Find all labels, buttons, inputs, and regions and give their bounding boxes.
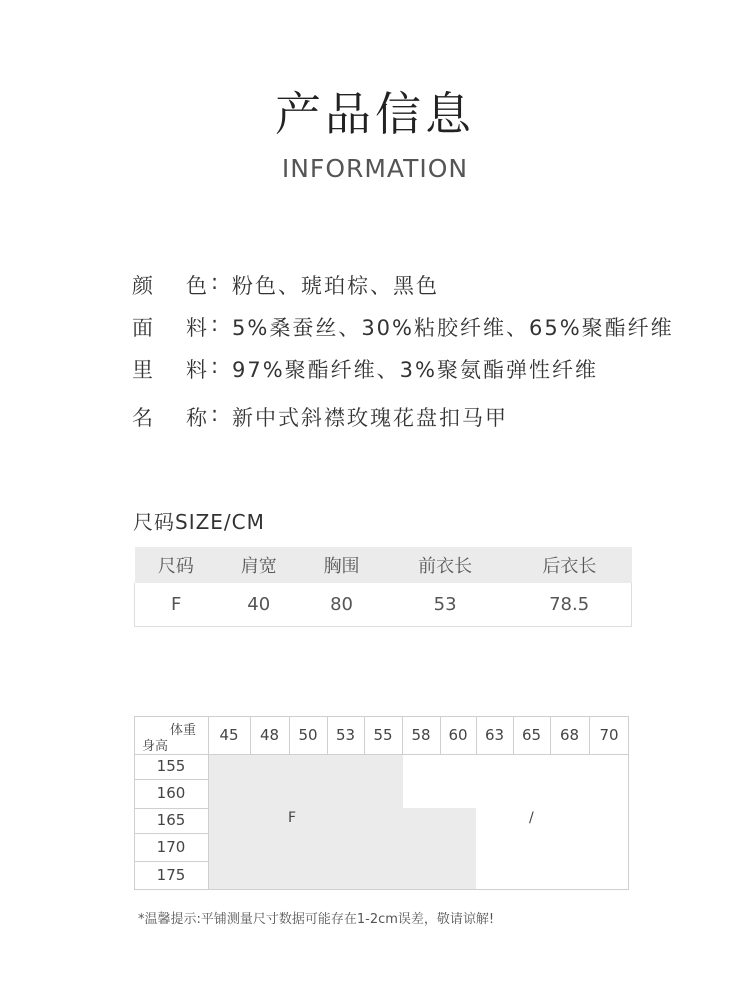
info-label-char: 里 (132, 358, 153, 382)
info-value: 新中式斜襟玫瑰花盘扣马甲 (232, 406, 508, 430)
size-cell: 78.5 (507, 583, 631, 626)
weight-header-cell: 50 (298, 726, 318, 744)
size-header-cell: 尺码 (157, 556, 194, 577)
measurement-note: *温馨提示:平铺测量尺寸数据可能存在1-2cm误差，敬请谅解! (138, 912, 495, 927)
size-table-header (135, 547, 632, 583)
size-header-cell: 前衣长 (418, 556, 473, 577)
weight-header-cell: 63 (484, 726, 505, 744)
info-label-char: 颜 (132, 274, 153, 298)
weight-header-cell: 70 (599, 726, 619, 744)
info-label-char: 面 (132, 316, 153, 340)
weight-header-cell: 48 (259, 726, 280, 744)
info-colon: : (211, 312, 219, 336)
size-cell: F (135, 583, 218, 626)
weight-header-cell: 58 (411, 726, 431, 744)
grid-line (289, 716, 290, 754)
corner-height-label: 身高 (142, 739, 169, 754)
info-value: 97%聚酯纤维、3%聚氨酯弹性纤维 (232, 358, 598, 382)
size-table-title: 尺码SIZE/CM (133, 510, 265, 534)
info-value: 5%桑蚕丝、30%粘胶纤维、65%聚酯纤维 (232, 316, 674, 340)
size-header-cell: 肩宽 (240, 556, 277, 577)
info-label-char: 料 (186, 316, 207, 340)
corner-weight-label: 体重 (170, 723, 197, 738)
size-table (134, 547, 632, 627)
no-fit-label: / (529, 810, 534, 826)
info-colon: : (211, 270, 219, 294)
grid-line (134, 716, 135, 890)
grid-line (402, 716, 403, 754)
page-subtitle: INFORMATION (281, 154, 469, 183)
size-cell: 53 (383, 583, 507, 626)
info-label-char: 名 (132, 406, 153, 430)
fit-region-fill (208, 754, 403, 808)
grid-line (364, 716, 365, 754)
weight-header-cell: 53 (335, 726, 356, 744)
info-colon: : (211, 354, 219, 378)
grid-line (327, 716, 328, 754)
grid-line (513, 716, 514, 754)
grid-line (134, 808, 208, 809)
page-title: 产品信息 (275, 87, 475, 141)
info-label-char: 色 (186, 274, 207, 298)
size-cell: 40 (217, 583, 300, 626)
grid-line (550, 716, 551, 754)
weight-header-cell: 68 (559, 726, 580, 744)
height-row-label: 175 (156, 866, 186, 884)
grid-line (440, 716, 441, 754)
grid-line (628, 716, 629, 890)
info-label-char: 称 (186, 406, 207, 430)
fit-chart-table (134, 716, 629, 890)
info-value: 粉色、琥珀棕、黑色 (232, 274, 439, 298)
weight-header-cell: 45 (219, 726, 239, 744)
size-header-cell: 后衣长 (542, 556, 597, 577)
fit-label: F (288, 810, 297, 826)
size-table-row (135, 583, 632, 626)
grid-line (134, 833, 208, 834)
grid-line (250, 716, 251, 754)
grid-line (589, 716, 590, 754)
grid-line (134, 779, 208, 780)
height-row-label: 165 (156, 811, 186, 829)
height-row-label: 155 (156, 757, 186, 775)
weight-header-cell: 60 (448, 726, 468, 744)
info-colon: : (211, 402, 219, 426)
fit-region-fill (208, 808, 476, 890)
info-label-char: 料 (186, 358, 207, 382)
size-header-cell: 胸围 (323, 556, 360, 577)
height-row-label: 170 (156, 838, 186, 856)
grid-line (208, 716, 209, 890)
grid-line (134, 861, 208, 862)
size-cell: 80 (300, 583, 383, 626)
grid-line (476, 716, 477, 754)
weight-header-cell: 65 (521, 726, 542, 744)
weight-header-cell: 55 (373, 726, 393, 744)
height-row-label: 160 (156, 784, 186, 802)
